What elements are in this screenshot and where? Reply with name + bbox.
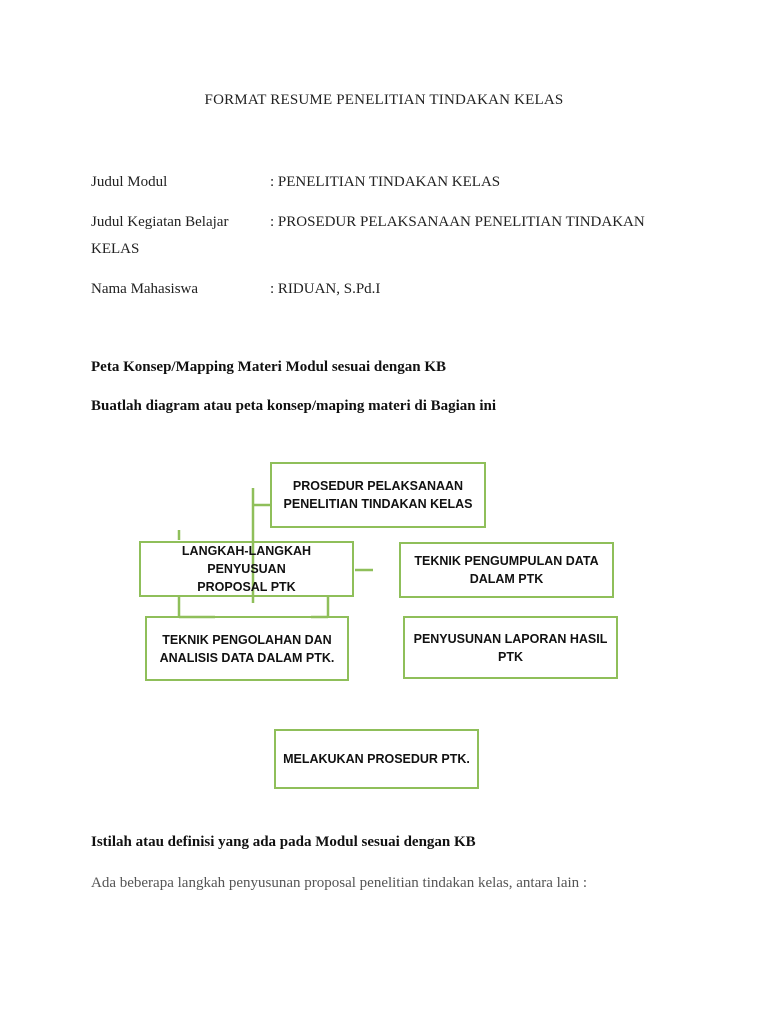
box-label-line1: TEKNIK PENGUMPULAN DATA	[414, 554, 599, 568]
diagram-box-teknik-pengolahan	[145, 616, 349, 681]
diagram-box-langkah-penyusunan	[139, 541, 354, 597]
judul-kegiatan-value: : PROSEDUR PELAKSANAAN PENELITIAN TINDAKAN	[270, 214, 645, 230]
box-label-line1: TEKNIK PENGOLAHAN DAN	[162, 632, 332, 647]
box-label-line1: PROSEDUR PELAKSANAAN	[292, 479, 464, 493]
nama-mahasiswa-label: Nama Mahasiswa	[91, 281, 199, 297]
box-label-line1: MELAKUKAN PROSEDUR PTK.	[283, 752, 470, 766]
page-title: FORMAT RESUME PENELITIAN TINDAKAN KELAS	[204, 92, 564, 108]
peta-konsep-heading: Peta Konsep/Mapping Materi Modul sesuai dengan KB	[91, 359, 447, 375]
diagram-box-teknik-pengumpulan	[399, 542, 614, 598]
diagram-box-penyusunan-laporan	[403, 616, 618, 679]
istilah-heading: Istilah atau definisi yang ada pada Modul sesuai dengan KB	[91, 834, 476, 850]
box-label-line1: LANGKAH-LANGKAH PENYUSUAN	[181, 544, 312, 576]
diagram-instruction: Buatlah diagram atau peta konsep/maping materi di Bagian ini	[91, 398, 497, 414]
box-label-line2: PENELITIAN TINDAKAN KELAS	[283, 497, 473, 511]
judul-kegiatan-value-continued: KELAS	[91, 241, 140, 257]
istilah-paragraph: Ada beberapa langkah penyusunan proposal penelitian tindakan kelas, antara lain :	[91, 875, 588, 891]
box-label-line2: PTK	[497, 649, 523, 664]
box-label-line2: DALAM PTK	[469, 572, 544, 586]
box-label-line2: ANALISIS DATA DALAM PTK.	[159, 650, 335, 665]
nama-mahasiswa-value: : RIDUAN, S.Pd.I	[270, 281, 381, 297]
judul-kegiatan-label: Judul Kegiatan Belajar	[91, 214, 229, 230]
box-label-line1: PENYUSUNAN LAPORAN HASIL	[413, 631, 608, 646]
judul-modul-label: Judul Modul	[91, 174, 168, 190]
diagram-box-melakukan-prosedur	[274, 729, 479, 789]
judul-modul-value: : PENELITIAN TINDAKAN KELAS	[270, 174, 501, 190]
diagram-box-prosedur-pelaksanaan	[270, 462, 486, 528]
box-label-line2: PROPOSAL PTK	[197, 580, 296, 594]
